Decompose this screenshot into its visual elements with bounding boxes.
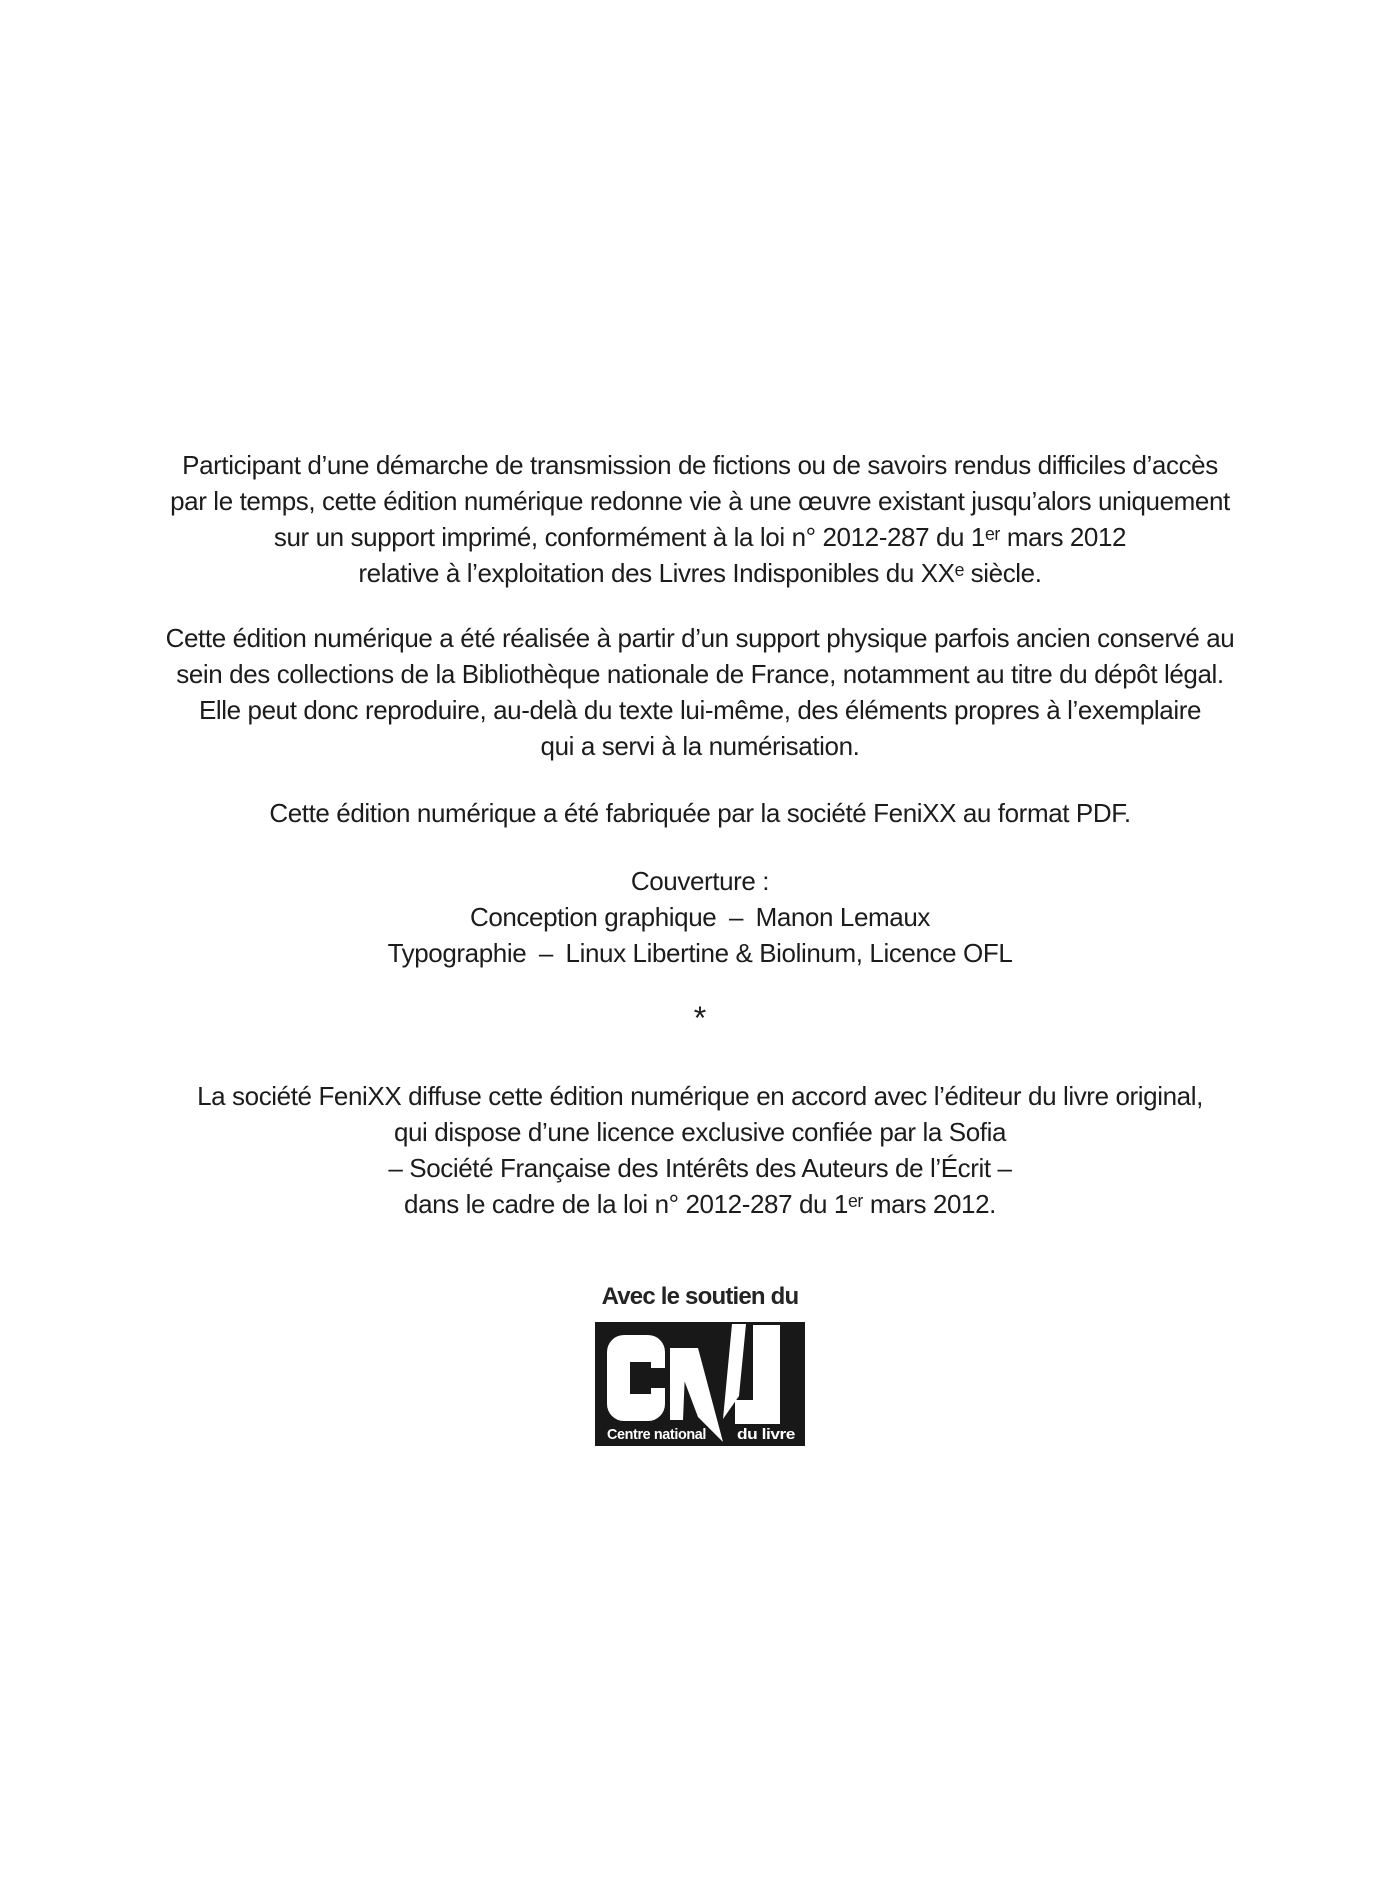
block-couverture [0, 863, 1400, 971]
cnl-support-label: Avec le soutien du [601, 1283, 799, 1310]
text-line: La société FeniXX diffuse cette édition numérique en accord avec l’éditeur du livre original, [197, 1081, 1203, 1111]
text-line: qui a servi à la numérisation. [540, 731, 860, 761]
separator-asterisk: * [693, 1000, 707, 1036]
cnl-logo-icon [595, 1322, 805, 1446]
text-line: Participant d’une démarche de transmission de fictions ou de savoirs rendus difficiles d’accès [182, 450, 1218, 480]
paragraph-intro [0, 447, 1400, 591]
cnl-letter-c [607, 1335, 665, 1421]
cnl-caption-left: Centre national [607, 1426, 707, 1443]
cnl-caption-right: du livre [737, 1426, 796, 1443]
text-line: Cette édition numérique a été réalisée à partir d’un support physique parfois ancien conservé au [165, 623, 1235, 653]
text-line: Elle peut donc reproduire, au-delà du texte lui-même, des éléments propres à l’exemplaire [198, 695, 1202, 725]
text-line: sur un support imprimé, conformément à la loi n° 2012-287 du 1ᵉʳ mars 2012 [273, 522, 1127, 552]
paragraph-source [0, 620, 1400, 764]
text-line: dans le cadre de la loi n° 2012-287 du 1ᵉʳ mars 2012. [404, 1189, 996, 1219]
couverture-heading: Couverture : [630, 866, 770, 896]
text-line: Typographie – Linux Libertine & Biolinum, Licence OFL [387, 938, 1013, 968]
text-line: qui dispose d’une licence exclusive confiée par la Sofia [393, 1117, 1007, 1147]
cnl-logo [0, 1322, 1400, 1446]
text-line: Conception graphique – Manon Lemaux [469, 902, 931, 932]
text-line: – Société Française des Intérêts des Auteurs de l’Écrit – [388, 1153, 1012, 1183]
text-line: par le temps, cette édition numérique redonne vie à une œuvre existant jusqu’alors uniquement [170, 486, 1230, 516]
text-line: relative à l’exploitation des Livres Indisponibles du XXᵉ siècle. [358, 558, 1042, 588]
text-line: sein des collections de la Bibliothèque nationale de France, notamment au titre du dépôt légal. [176, 659, 1224, 689]
paragraph-diffusion [0, 1078, 1400, 1222]
text-line: Cette édition numérique a été fabriquée par la société FeniXX au format PDF. [269, 798, 1131, 828]
paragraph-fabrication [0, 795, 1400, 831]
